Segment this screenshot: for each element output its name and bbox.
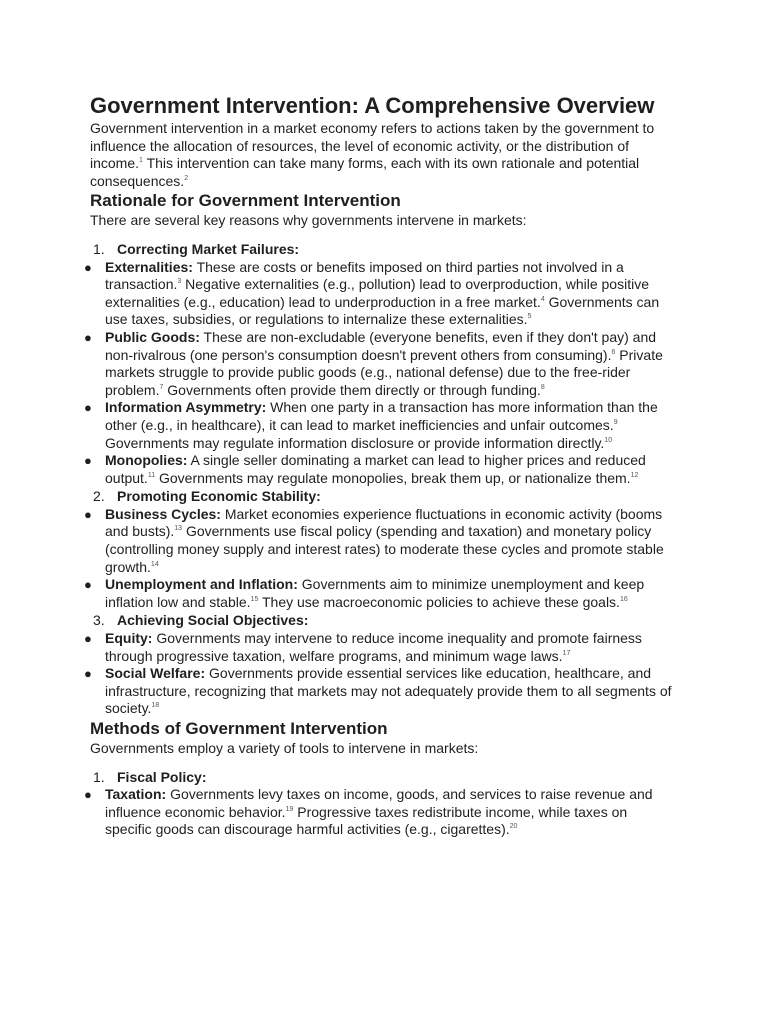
bullet-icon: ● <box>84 453 92 469</box>
list-number: 2. <box>93 488 105 505</box>
intro-text: Government intervention in a market economy refers to actions taken by the government to influence the allocation of resources, the level of economic activity, or the distribution of income. <box>90 120 655 172</box>
item-term: Information Asymmetry: <box>105 399 267 416</box>
footnote-ref[interactable]: 16 <box>619 595 628 603</box>
list-item <box>84 328 672 399</box>
item-term: Equity: <box>105 630 153 647</box>
subheading-label: Correcting Market Failures: <box>117 240 300 257</box>
subheading-label: Fiscal Policy: <box>117 768 207 785</box>
item-text: Market economies experience fluctuations in economic activity (booms and busts). <box>105 505 663 540</box>
list-number: 1. <box>93 768 105 785</box>
item-term: Monopolies: <box>105 452 188 469</box>
item-text: Negative externalities (e.g., pollution) lead to overproduction, while positive externalities (e.g., education) lead to underproduction in a free market. <box>105 276 649 310</box>
bullet-icon: ● <box>84 329 92 345</box>
numbered-subheading <box>93 241 672 259</box>
subheading-label: Achieving Social Objectives: <box>117 612 309 629</box>
subheading-label: Promoting Economic Stability: <box>117 488 321 505</box>
item-term: Social Welfare: <box>105 665 206 682</box>
item-text: These are non-excludable (everyone benefits, even if they don't pay) and non-rivalrous (one person's consumption doesn't prevent others from consuming). <box>105 328 657 363</box>
footnote-ref[interactable]: 19 <box>285 805 294 813</box>
footnote-ref[interactable]: 6 <box>611 348 616 356</box>
footnote-ref[interactable]: 12 <box>630 471 639 479</box>
bullet-icon: ● <box>84 400 92 416</box>
list-item <box>84 399 672 452</box>
item-text: Governments often provide them directly or through funding. <box>163 381 541 398</box>
footnote-ref[interactable]: 20 <box>509 823 518 831</box>
item-term: Business Cycles: <box>105 505 221 522</box>
footnote-ref[interactable]: 14 <box>150 560 159 568</box>
section-lead-methods: Governments employ a variety of tools to intervene in markets: <box>90 740 479 756</box>
numbered-subheading <box>93 488 672 506</box>
item-text: Progressive taxes redistribute income, while taxes on specific goods can discourage harmful activities (e.g., cigarettes). <box>105 803 628 838</box>
list-number: 3. <box>93 612 105 629</box>
bullet-icon: ● <box>84 787 92 803</box>
item-term: Unemployment and Inflation: <box>105 576 298 593</box>
page-title: Government Intervention: A Comprehensive Overview <box>90 93 655 118</box>
section-heading-methods: Methods of Government Intervention <box>90 719 388 738</box>
item-term: Taxation: <box>105 786 167 803</box>
bullet-icon: ● <box>84 577 92 593</box>
footnote-ref[interactable]: 3 <box>177 278 182 286</box>
footnote-ref[interactable]: 1 <box>139 157 143 165</box>
footnote-ref[interactable]: 7 <box>159 383 164 391</box>
numbered-subheading <box>93 612 672 630</box>
item-text: They use macroeconomic policies to achieve these goals. <box>258 593 620 610</box>
bullet-list <box>84 786 672 839</box>
list-item <box>84 258 672 329</box>
list-item <box>84 786 672 839</box>
item-text: Governments can use taxes, subsidies, or regulations to internalize these externalities. <box>105 293 660 328</box>
item-text: Governments aim to minimize unemployment and keep inflation low and stable. <box>105 576 645 610</box>
footnote-ref[interactable]: 11 <box>147 471 156 479</box>
footnote-ref[interactable]: 2 <box>184 174 189 182</box>
footnote-ref[interactable]: 15 <box>250 595 259 603</box>
list-item <box>84 505 672 576</box>
item-term: Public Goods: <box>105 328 200 345</box>
intro-text: This intervention can take many forms, each with its own rationale and potential consequences. <box>90 155 640 189</box>
footnote-ref[interactable]: 10 <box>604 436 613 444</box>
footnote-ref[interactable]: 5 <box>527 313 532 321</box>
section-lead-rationale: There are several key reasons why governments intervene in markets: <box>90 212 527 229</box>
list-item <box>84 452 672 487</box>
intro-paragraph <box>90 120 672 190</box>
item-text: Private markets struggle to provide public goods (e.g., national defense) due to the free-rider problem. <box>105 346 663 398</box>
item-text: These are costs or benefits imposed on third parties not involved in a transaction. <box>105 258 624 293</box>
item-text: Governments may regulate information disclosure or provide information directly. <box>105 434 605 451</box>
item-text: Governments use fiscal policy (spending and taxation) and monetary policy (controlling money supply and interest rates) to moderate these cycles and promote stable growth. <box>105 523 664 575</box>
bullet-icon: ● <box>84 506 92 522</box>
item-text: Governments may regulate monopolies, break them up, or nationalize them. <box>155 469 631 486</box>
item-text: Governments may intervene to reduce income inequality and promote fairness through progressive taxation, welfare programs, and minimum wage laws. <box>105 630 642 664</box>
bullet-list <box>84 630 672 718</box>
bullet-list <box>84 258 672 488</box>
bullet-icon: ● <box>84 666 92 682</box>
rationale-list <box>84 240 672 718</box>
item-text: A single seller dominating a market can lead to higher prices and reduced output. <box>105 452 646 486</box>
item-text: Governments levy taxes on income, goods, and services to raise revenue and influence economic behavior. <box>105 786 653 820</box>
item-term: Externalities: <box>105 258 193 275</box>
list-item <box>84 630 672 665</box>
footnote-ref[interactable]: 4 <box>540 295 545 303</box>
footnote-ref[interactable]: 9 <box>613 418 618 426</box>
section-heading-rationale: Rationale for Government Intervention <box>90 191 401 211</box>
numbered-subheading <box>93 769 672 787</box>
list-item <box>84 576 672 611</box>
footnote-ref[interactable]: 18 <box>151 702 160 710</box>
methods-list <box>84 768 672 839</box>
footnote-ref[interactable]: 17 <box>562 649 571 657</box>
list-number: 1. <box>93 240 105 257</box>
list-item <box>84 665 672 718</box>
item-text: Governments provide essential services like education, healthcare, and infrastructure, recognizing that markets may not adequately provide them to all segments of society. <box>105 665 672 717</box>
bullet-icon: ● <box>84 631 92 647</box>
footnote-ref[interactable]: 13 <box>174 525 183 533</box>
item-text: When one party in a transaction has more information than the other (e.g., in healthcare), it can lead to market inefficiencies and unfair outcomes. <box>105 399 658 433</box>
bullet-list <box>84 505 672 612</box>
footnote-ref[interactable]: 8 <box>540 383 545 391</box>
bullet-icon: ● <box>84 259 92 275</box>
